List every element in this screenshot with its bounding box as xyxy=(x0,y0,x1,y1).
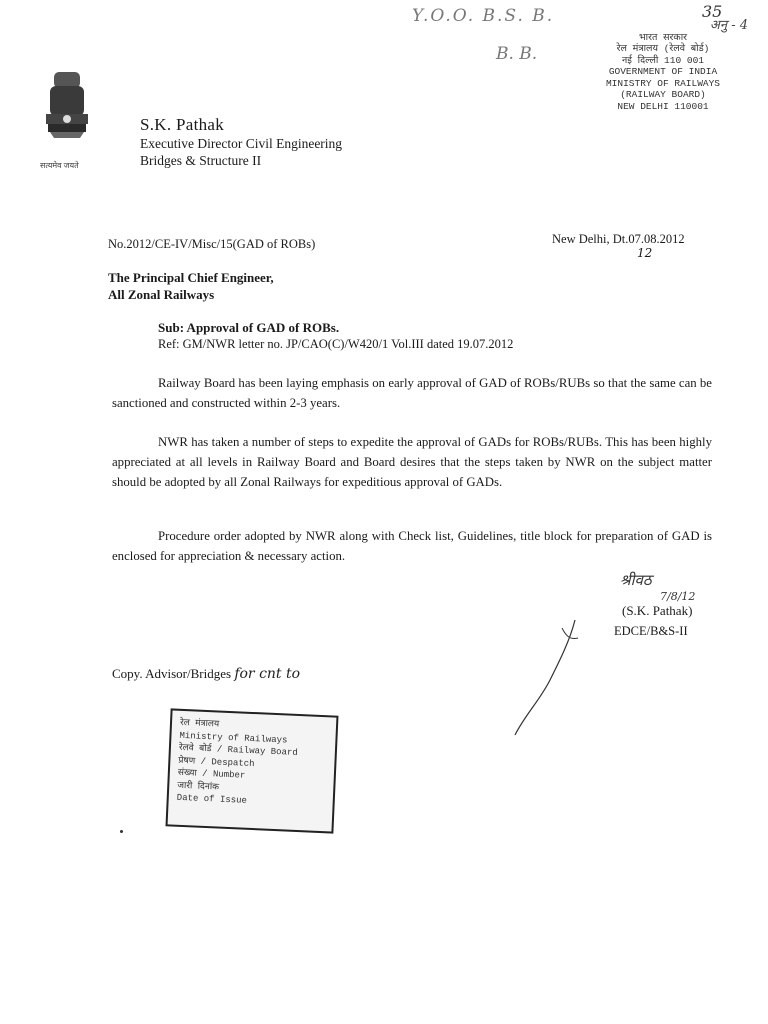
signature-date: 7/8/12 xyxy=(660,590,696,603)
sender-title: Executive Director Civil Engineering xyxy=(140,136,343,151)
subject-line: Sub: Approval of GAD of ROBs. xyxy=(158,320,340,335)
sender-name: S.K. Pathak xyxy=(140,115,225,134)
ministry-english-line: GOVERNMENT OF INDIA xyxy=(608,66,718,77)
body-paragraph-2: NWR has taken a number of steps to expedite the approval of GADs for ROBs/RUBs. This has been highly appreciated at all levels in Railway Board and Board desires that the steps taken by NWR on the subject matter should be adopted by all Zonal Railways for expeditious approval of GADs. xyxy=(112,435,712,489)
signer-name: (S.K. Pathak) xyxy=(622,603,693,618)
dispatch-stamp xyxy=(166,708,339,833)
handwritten-signature: श्रीवठ xyxy=(620,571,652,589)
letter-date: New Delhi, Dt.07.08.2012 xyxy=(552,232,685,246)
recipient-line-2: All Zonal Railways xyxy=(108,287,215,302)
handwritten-note-top-2: B. B. xyxy=(496,44,538,64)
copy-to-line xyxy=(112,666,300,682)
ministry-english-line: NEW DELHI 110001 xyxy=(617,100,709,112)
date-handwritten-note: 12 xyxy=(637,246,653,260)
ministry-hindi-line: रेल मंत्रालय (रेलवे बोर्ड) xyxy=(616,43,710,54)
stamp-line: रेल मंत्रालय xyxy=(179,717,220,730)
corner-note: अनु - 4 xyxy=(709,18,748,33)
ministry-hindi-line: नई दिल्ली 110 001 xyxy=(622,54,704,66)
stamp-line: Date of Issue xyxy=(176,792,248,806)
stamp-line: Ministry of Railways xyxy=(179,730,288,746)
stamp-line: प्रेषण / Despatch xyxy=(178,755,255,769)
ministry-address-block xyxy=(578,20,748,112)
emblem-caption: सत्यमेव जयते xyxy=(40,161,79,170)
stamp-line: जारी दिनांक xyxy=(177,780,220,793)
recipient-line-1: The Principal Chief Engineer, xyxy=(108,270,274,285)
handwritten-note-top: Y.O.O. B.S. B. xyxy=(412,6,555,26)
page-number: 35 xyxy=(702,2,723,21)
sender-unit: Bridges & Structure II xyxy=(140,153,262,168)
signer-designation: EDCE/B&S-II xyxy=(614,624,688,638)
reference-line: Ref: GM/NWR letter no. JP/CAO(C)/W420/1 Vol.III dated 19.07.2012 xyxy=(158,337,514,351)
ministry-english-line: MINISTRY OF RAILWAYS xyxy=(605,77,721,89)
stray-mark xyxy=(120,830,123,833)
ministry-english-line: (RAILWAY BOARD) xyxy=(620,89,706,100)
copy-handwritten-note: for cnt to xyxy=(234,666,301,682)
stamp-line: रेलवे बोर्ड / Railway Board xyxy=(178,742,298,758)
pen-stroke-icon xyxy=(500,610,590,740)
stamp-line: संख्या / Number xyxy=(177,767,246,781)
copy-to-label: Copy. Advisor/Bridges xyxy=(112,666,232,681)
body-paragraph-1: Railway Board has been laying emphasis on early approval of GAD of ROBs/RUBs so that the same can be sanctioned and constructed within 2-3 years. xyxy=(112,376,712,410)
reference-number: No.2012/CE-IV/Misc/15(GAD of ROBs) xyxy=(108,237,316,251)
ministry-hindi-line: भारत सरकार xyxy=(638,31,688,43)
body-paragraph-3: Procedure order adopted by NWR along with Check list, Guidelines, title block for preparation of GAD is enclosed for appreciation & necessary action. xyxy=(112,529,712,563)
